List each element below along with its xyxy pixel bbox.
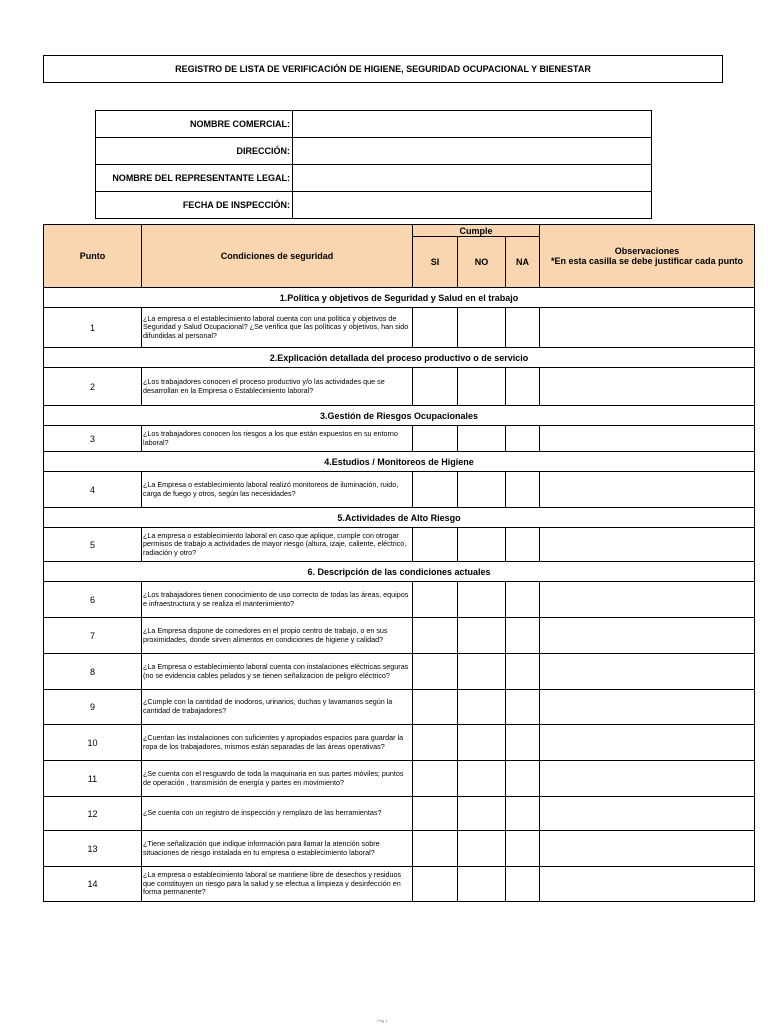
cumple-si-cell[interactable] [413, 654, 458, 690]
table-row [44, 582, 755, 618]
table-row [44, 528, 755, 562]
observaciones-cell[interactable] [540, 582, 755, 618]
header-observaciones-note: *En esta casilla se debe justificar cada punto [550, 256, 744, 266]
cumple-na-cell[interactable] [506, 472, 540, 508]
header-cumple: Cumple [413, 225, 540, 237]
table-row [44, 761, 755, 797]
condition-text: ¿Se cuenta con un registro de inspección y remplazo de las herramientas? [142, 797, 413, 831]
cumple-na-cell[interactable] [506, 654, 540, 690]
table-row [44, 618, 755, 654]
point-number: 3 [44, 426, 142, 452]
point-number: 10 [44, 725, 142, 761]
observaciones-cell[interactable] [540, 308, 755, 348]
section-row [44, 288, 755, 308]
cumple-na-cell[interactable] [506, 582, 540, 618]
cumple-na-cell[interactable] [506, 725, 540, 761]
cumple-si-cell[interactable] [413, 725, 458, 761]
observaciones-cell[interactable] [540, 426, 755, 452]
info-label: FECHA DE INSPECCIÓN: [96, 192, 293, 219]
page-footer-mark: Pág 1 [377, 1018, 388, 1023]
cumple-no-cell[interactable] [458, 618, 506, 654]
section-row [44, 452, 755, 472]
info-row [96, 111, 652, 138]
condition-text: ¿La Empresa dispone de comedores en el propio centro de trabajo, o en sus proximidades, donde sirven alimentos en condiciones de higiene y calidad? [142, 618, 413, 654]
point-number: 7 [44, 618, 142, 654]
observaciones-cell[interactable] [540, 654, 755, 690]
condition-text: ¿Los trabajadores conocen los riesgos a los que están expuestos en su entorno laboral? [142, 426, 413, 452]
cumple-si-cell[interactable] [413, 797, 458, 831]
cumple-si-cell[interactable] [413, 690, 458, 725]
condition-text: ¿Cumple con la cantidad de inodoros, urinarios, duchas y lavamanos según la cantidad de trabajadores? [142, 690, 413, 725]
point-number: 12 [44, 797, 142, 831]
cumple-si-cell[interactable] [413, 831, 458, 867]
condition-text: ¿La Empresa o establecimiento laboral realizó monitoreos de iluminación, ruido, carga de fuego y otros, según las necesidades? [142, 472, 413, 508]
section-title: 4.Estudios / Monitoreos de Higiene [44, 452, 755, 472]
header-no: NO [458, 237, 506, 288]
condition-text: ¿Tiene señalización que indique información para llamar la atención sobre situaciones de riesgo instalada en tu empresa o establecimiento laboral? [142, 831, 413, 867]
header-observaciones-title: Observaciones [614, 246, 680, 256]
table-row [44, 654, 755, 690]
info-row [96, 138, 652, 165]
point-number: 14 [44, 867, 142, 902]
cumple-si-cell[interactable] [413, 761, 458, 797]
observaciones-cell[interactable] [540, 618, 755, 654]
fecha-inspeccion-field[interactable] [293, 192, 652, 219]
header-na: NA [506, 237, 540, 288]
cumple-no-cell[interactable] [458, 690, 506, 725]
condition-text: ¿Se cuenta con el resguardo de toda la maquinaria en sus partes móviles; puntos de operación , transmisión de energía y partes en movimiento? [142, 761, 413, 797]
info-table [95, 110, 652, 219]
observaciones-cell[interactable] [540, 368, 755, 406]
observaciones-cell[interactable] [540, 867, 755, 902]
cumple-no-cell[interactable] [458, 831, 506, 867]
section-title: 5.Actividades de Alto Riesgo [44, 508, 755, 528]
point-number: 1 [44, 308, 142, 348]
point-number: 4 [44, 472, 142, 508]
info-row [96, 165, 652, 192]
section-row [44, 562, 755, 582]
cumple-si-cell[interactable] [413, 472, 458, 508]
section-row [44, 406, 755, 426]
cumple-no-cell[interactable] [458, 761, 506, 797]
cumple-si-cell[interactable] [413, 368, 458, 406]
cumple-na-cell[interactable] [506, 797, 540, 831]
point-number: 13 [44, 831, 142, 867]
table-row [44, 725, 755, 761]
cumple-na-cell[interactable] [506, 308, 540, 348]
section-title: 3.Gestión de Riesgos Ocupacionales [44, 406, 755, 426]
cumple-si-cell[interactable] [413, 618, 458, 654]
cumple-no-cell[interactable] [458, 528, 506, 562]
point-number: 8 [44, 654, 142, 690]
checklist-table [43, 224, 755, 902]
observaciones-cell[interactable] [540, 831, 755, 867]
cumple-na-cell[interactable] [506, 831, 540, 867]
point-number: 2 [44, 368, 142, 406]
table-row [44, 797, 755, 831]
condition-text: ¿La empresa o el establecimiento laboral cuenta con una política y objetivos de Seguridad y Salud Ocupacional? ¿Se verifica que las políticas y objetivos, han sido difundidas al personal? [142, 308, 413, 348]
observaciones-cell[interactable] [540, 797, 755, 831]
header-punto: Punto [44, 225, 142, 288]
cumple-na-cell[interactable] [506, 368, 540, 406]
table-row [44, 472, 755, 508]
cumple-na-cell[interactable] [506, 867, 540, 902]
table-row [44, 831, 755, 867]
point-number: 5 [44, 528, 142, 562]
section-row [44, 348, 755, 368]
table-row [44, 308, 755, 348]
condition-text: ¿La empresa o establecimiento laboral se mantiene libre de desechos y residuos que constituyen un riesgo para la salud y se efectua a limpieza y desinfección en forma permanente? [142, 867, 413, 902]
table-row [44, 426, 755, 452]
cumple-si-cell[interactable] [413, 308, 458, 348]
representante-legal-field[interactable] [293, 165, 652, 192]
section-row [44, 508, 755, 528]
header-condiciones: Condiciones de seguridad [142, 225, 413, 288]
section-title: 6. Descripción de las condiciones actuales [44, 562, 755, 582]
cumple-na-cell[interactable] [506, 761, 540, 797]
table-row [44, 690, 755, 725]
direccion-field[interactable] [293, 138, 652, 165]
observaciones-cell[interactable] [540, 472, 755, 508]
table-row [44, 368, 755, 406]
point-number: 9 [44, 690, 142, 725]
info-label: DIRECCIÓN: [96, 138, 293, 165]
section-title: 1.Política y objetivos de Seguridad y Salud en el trabajo [44, 288, 755, 308]
observaciones-cell[interactable] [540, 725, 755, 761]
cumple-si-cell[interactable] [413, 426, 458, 452]
cumple-no-cell[interactable] [458, 368, 506, 406]
cumple-si-cell[interactable] [413, 528, 458, 562]
cumple-na-cell[interactable] [506, 618, 540, 654]
observaciones-cell[interactable] [540, 690, 755, 725]
nombre-comercial-field[interactable] [293, 111, 652, 138]
cumple-no-cell[interactable] [458, 308, 506, 348]
point-number: 11 [44, 761, 142, 797]
cumple-no-cell[interactable] [458, 582, 506, 618]
cumple-na-cell[interactable] [506, 426, 540, 452]
header-si: SI [413, 237, 458, 288]
condition-text: ¿La Empresa o establecimiento laboral cuenta con instalaciones eléctricas seguras (no se evidencia cables pelados y se tienen señalizacion de peligro eléctrico? [142, 654, 413, 690]
document-title: REGISTRO DE LISTA DE VERIFICACIÓN DE HIGIENE, SEGURIDAD OCUPACIONAL Y BIENESTAR [43, 55, 723, 83]
cumple-no-cell[interactable] [458, 472, 506, 508]
info-label: NOMBRE COMERCIAL: [96, 111, 293, 138]
condition-text: ¿Los trabajadores conocen el proceso productivo y/o las actividades que se desarrollan en la Empresa o Establecimiento laboral? [142, 368, 413, 406]
cumple-no-cell[interactable] [458, 867, 506, 902]
cumple-no-cell[interactable] [458, 426, 506, 452]
condition-text: ¿La empresa o establecimiento laboral en caso que aplique, cumple con otrogar permisos de trabajo a actividades de mayor riesgo (altura, izaje, caliente, eléctrico, radiación y otro? [142, 528, 413, 562]
cumple-no-cell[interactable] [458, 797, 506, 831]
cumple-si-cell[interactable] [413, 582, 458, 618]
cumple-na-cell[interactable] [506, 528, 540, 562]
condition-text: ¿Cuentan las instalaciones con suficientes y apropiados espacios para guardar la ropa de los trabajadores, mismos están separadas de las áreas operativas? [142, 725, 413, 761]
section-title: 2.Explicación detallada del proceso productivo o de servicio [44, 348, 755, 368]
cumple-si-cell[interactable] [413, 867, 458, 902]
observaciones-cell[interactable] [540, 528, 755, 562]
cumple-no-cell[interactable] [458, 654, 506, 690]
cumple-no-cell[interactable] [458, 725, 506, 761]
info-label: NOMBRE DEL REPRESENTANTE LEGAL: [96, 165, 293, 192]
condition-text: ¿Los trabajadores tienen conocimiento de uso correcto de todas las áreas, equipos e infraestructura y se realiza el mantenimiento? [142, 582, 413, 618]
observaciones-cell[interactable] [540, 761, 755, 797]
header-observaciones [540, 225, 755, 288]
point-number: 6 [44, 582, 142, 618]
info-row [96, 192, 652, 219]
table-row [44, 867, 755, 902]
cumple-na-cell[interactable] [506, 690, 540, 725]
